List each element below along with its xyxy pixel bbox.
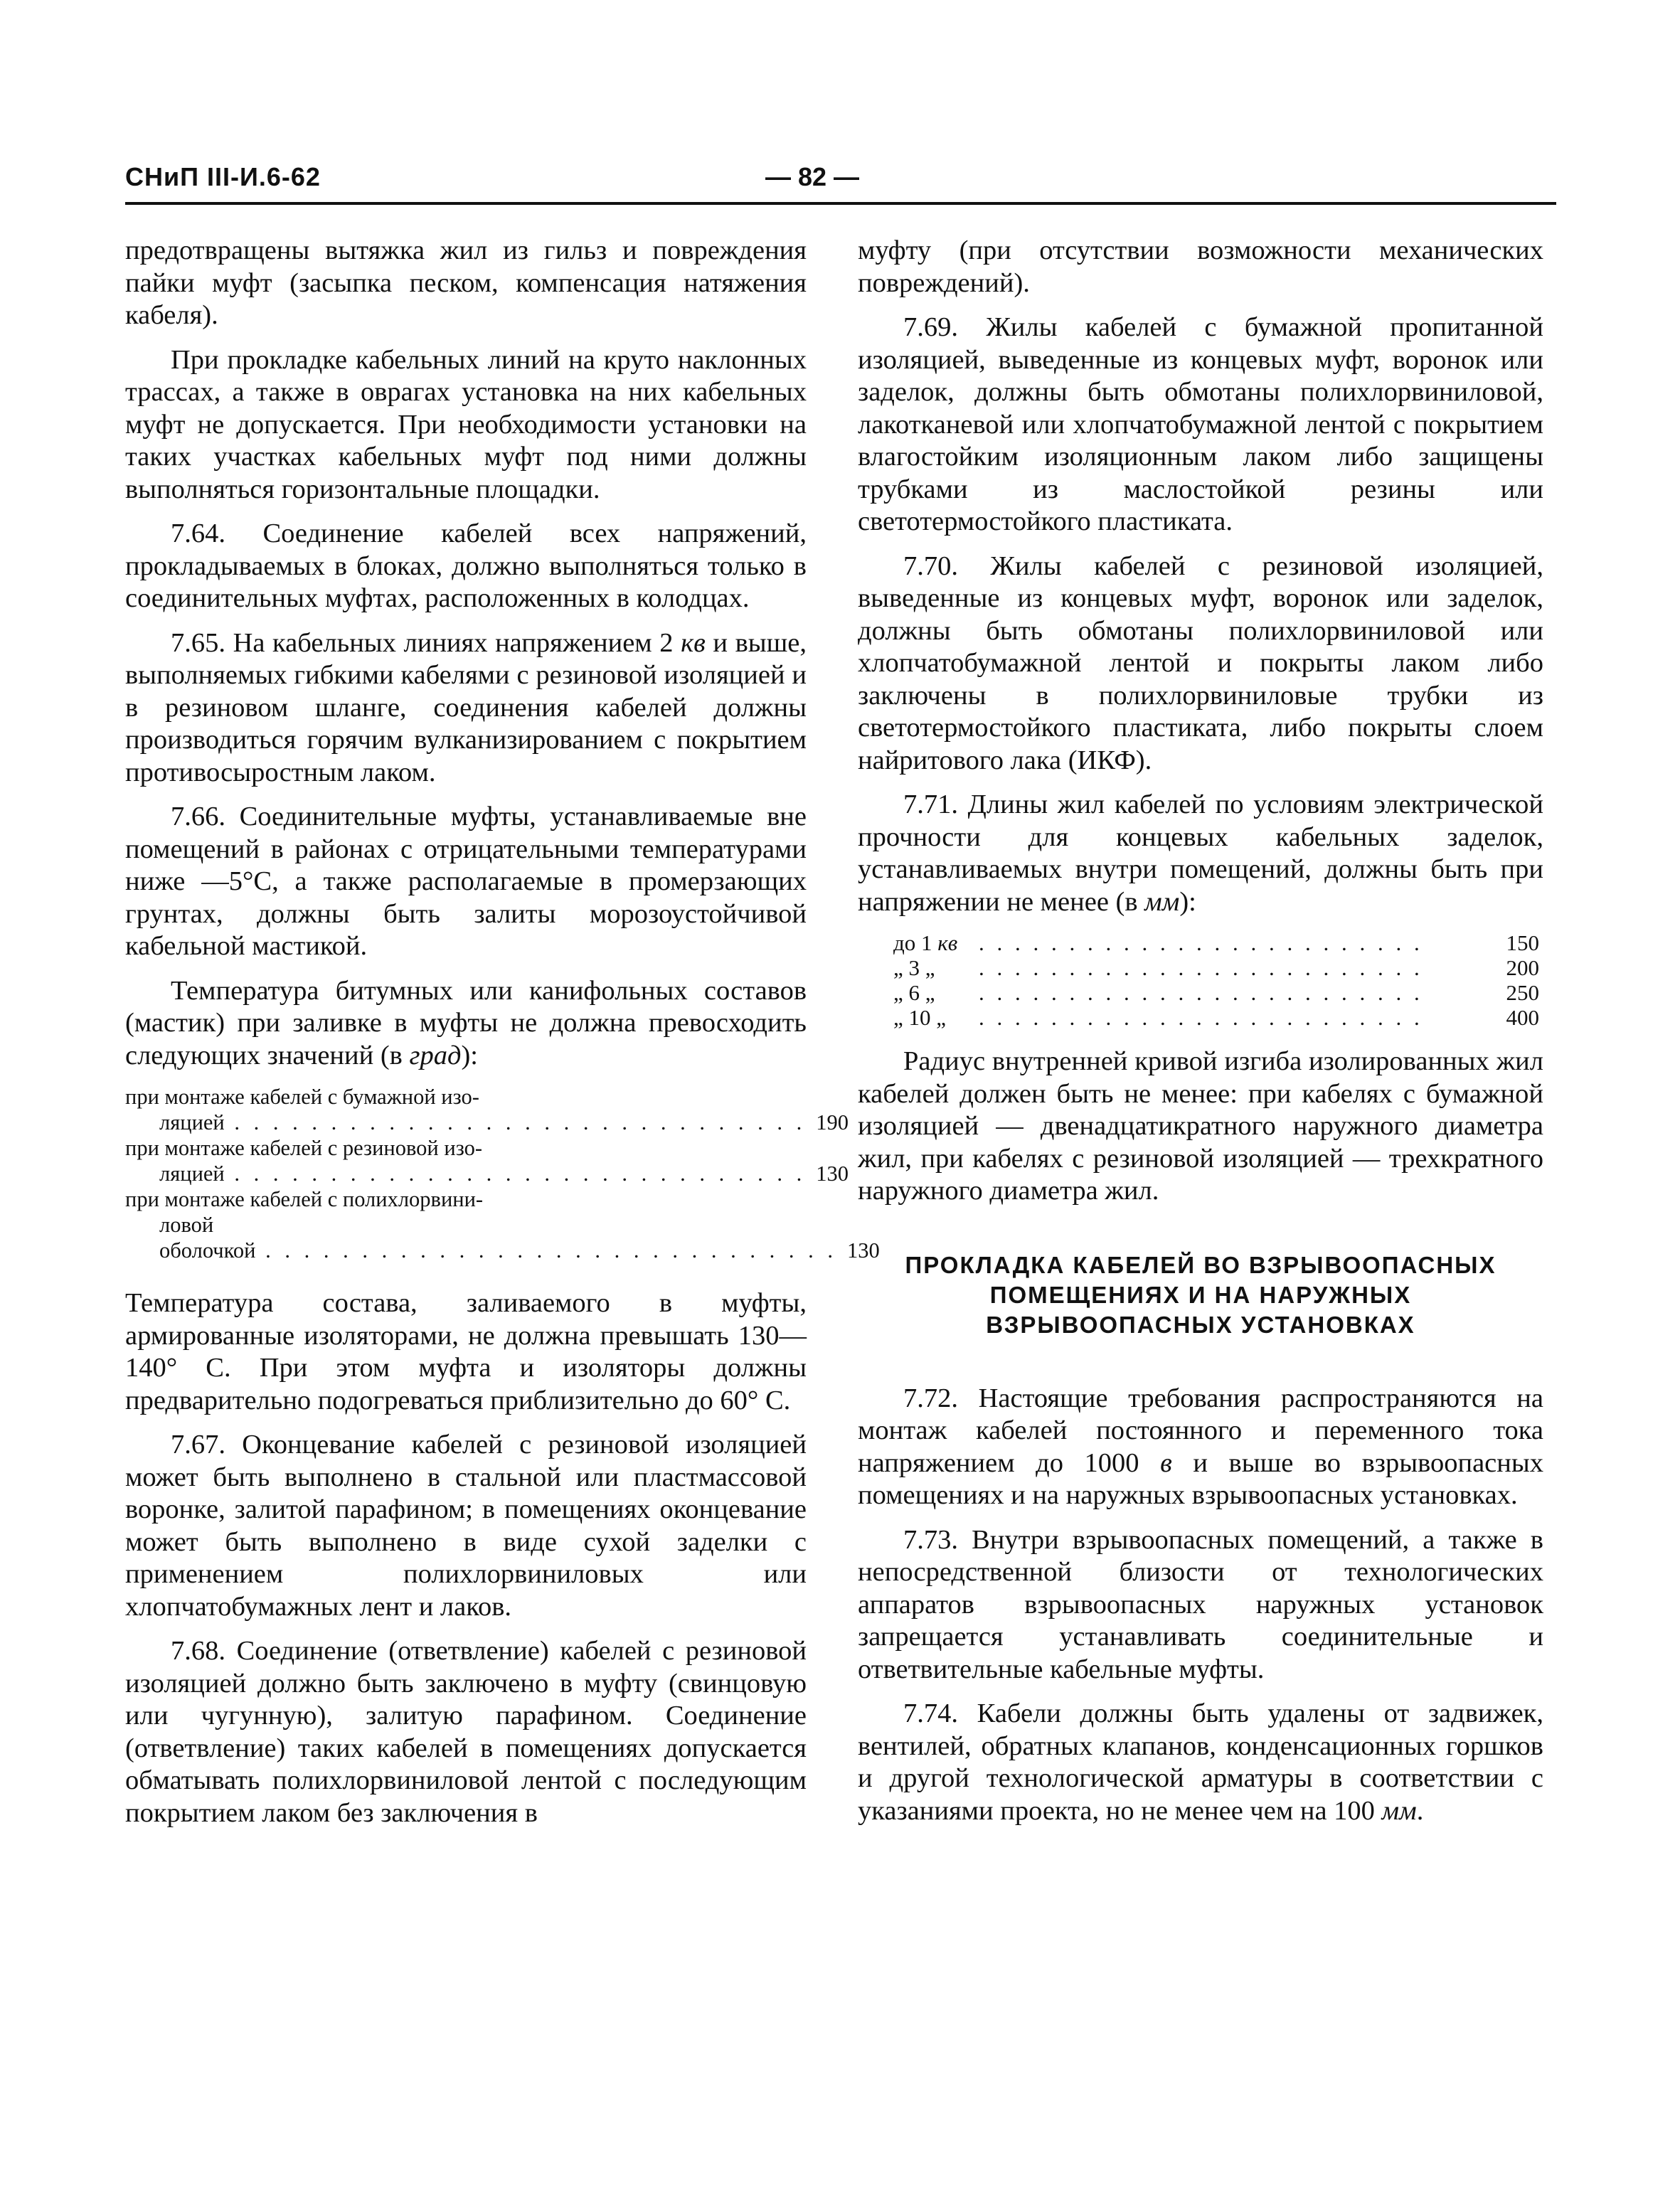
list-value: 200 [1506, 955, 1539, 980]
clause-7-72: 7.72. Настоящие требования распространяются на монтаж кабелей постоянного и переменного тока напряжением до 1000 в и выше во взрывоопасных помещениях и на наружных взрывоопасных установках. [858, 1383, 1543, 1510]
header-rule [125, 202, 1556, 205]
list-item: до 1 кв . . . . . . . . . . . . . . . . . . . . . . . . . 150 [893, 930, 1543, 955]
paragraph: Температура битумных или канифольных составов (мастик) при заливке в муфты не должна превосходить следующих значений (в град): [125, 975, 807, 1070]
clause-number: 7.69. [903, 312, 958, 342]
list-item: „ 10 „ . . . . . . . . . . . . . . . . . . . . . . . . . 400 [893, 1005, 1543, 1030]
clause-7-64: 7.64. Соединение кабелей всех напряжений, прокладываемых в блоках, должно выполняться только в соединительных муфтах, расположенных в колодцах. [125, 519, 807, 613]
list-item: „ 3 „ . . . . . . . . . . . . . . . . . . . . . . . . . 200 [893, 955, 1543, 980]
page-header [125, 158, 1548, 202]
clause-7-65: 7.65. На кабельных линиях напряжением 2 кв и выше, выполняемых гибкими кабелями с резиновой изоляцией и в резиновом шланге, соединения кабелей должны производиться горячим вулканизированием с покрытием противосыростным лаком. [125, 627, 807, 787]
clause-number: 7.67. [171, 1430, 225, 1460]
list-value: 400 [1506, 1005, 1539, 1030]
clause-7-70: 7.70. Жилы кабелей с резиновой изоляцией, выведенные из концевых муфт, воронок или заделок, должны быть обмотаны полихлорвиниловой или хлопчатобумажной лентой и покрыты лаком либо заключены в полихлорвиниловые трубки из светотермостойкого пластиката, либо покрыты слоем найритового лака (ИКФ). [858, 551, 1543, 775]
clause-7-73: 7.73. Внутри взрывоопасных помещений, а также в непосредственной близости от технологических аппаратов взрывоопасных наружных установок запрещается устанавливать соединительные и ответвительные кабельные муфты. [858, 1524, 1543, 1684]
clause-7-67: 7.67. Оконцевание кабелей с резиновой изоляцией может быть выполнено в стальной или пластмассовой воронке, залитой парафином; в помещениях оконцевание может быть выполнено в виде сухой заделки с применением полихлорвиниловых или хлопчатобумажных лент и лаков. [125, 1430, 807, 1622]
clause-number: 7.65. [171, 627, 225, 658]
clause-7-74: 7.74. Кабели должны быть удалены от задвижек, вентилей, обратных клапанов, конденсационных горшков и другой технологической арматуры в соответствии с указаниями проекта, но не менее чем на 100 мм. [858, 1698, 1543, 1826]
list-item: при монтаже кабелей с бумажной изо- ляцией . . . . . . . . . . . . . . . . . . . . . . . . . . . . . . 190 [125, 1085, 849, 1134]
clause-number: 7.72. [903, 1383, 958, 1413]
list-value: 190 [816, 1110, 849, 1134]
clause-number: 7.68. [171, 1636, 225, 1666]
list-value: 250 [1506, 980, 1539, 1005]
list-item: „ 6 „ . . . . . . . . . . . . . . . . . . . . . . . . . 250 [893, 980, 1543, 1005]
left-column [125, 235, 880, 1841]
list-value: 130 [846, 1238, 880, 1262]
page-number: — 82 — [765, 162, 860, 191]
temperature-list [125, 1084, 880, 1263]
right-column [858, 235, 1543, 1839]
clause-number: 7.64. [171, 519, 225, 548]
clause-7-69: 7.69. Жилы кабелей с бумажной пропитанной изоляцией, выведенные из концевых муфт, воронок или заделок, должны быть обмотаны полихлорвиниловой, лакотканевой или хлопчатобумажной лентой с покрытием влагостойким изоляционным лаком либо защищены трубками из маслостойкой резины или светотермостойкого пластиката. [858, 312, 1543, 536]
paragraph: Радиус внутренней кривой изгиба изолированных жил кабелей должен быть не менее: при кабелях с бумажной изоляцией — двенадцатикратного наружного диаметра жил, при кабелях с резиновой изоляцией — трехкратного наружного диаметра жил. [858, 1046, 1543, 1206]
list-item: при монтаже кабелей с резиновой изо- ляцией . . . . . . . . . . . . . . . . . . . . . . . . . . . . . . 130 [125, 1136, 849, 1186]
list-item: при монтаже кабелей с полихлорвини- ловой оболочкой . . . . . . . . . . . . . . . . . . . . . . . . . . . . . . 130 [125, 1187, 880, 1262]
paragraph: муфту (при отсутствии возможности механических повреждений). [858, 235, 1543, 298]
document-code: СНиП III-И.6-62 [125, 162, 321, 191]
clause-7-66: 7.66. Соединительные муфты, устанавливаемые вне помещений в районах с отрицательными температурами ниже —5°С, а также располагаемые в промерзающих грунтах, должны быть залиты морозоустойчивой кабельной мастикой. [125, 802, 807, 961]
paragraph: Температура состава, заливаемого в муфты, армированные изоляторами, не должна превышать 130—140° С. При этом муфта и изоляторы должны предварительно подогреваться приблизительно до 60° С. [125, 1288, 807, 1415]
clause-number: 7.71. [903, 790, 958, 819]
clause-number: 7.73. [903, 1524, 958, 1555]
clause-number: 7.74. [903, 1698, 958, 1728]
section-heading: ПРОКЛАДКА КАБЕЛЕЙ ВО ВЗРЫВООПАСНЫХ ПОМЕЩЕНИЯХ И НА НАРУЖНЫХ ВЗРЫВООПАСНЫХ УСТАНОВКАХ [905, 1251, 1496, 1338]
clause-7-71: 7.71. Длины жил кабелей по условиям электрической прочности для концевых кабельных заделок, устанавливаемых внутри помещений, должны быть при напряжении не менее (в мм): [858, 790, 1543, 917]
clause-7-68: 7.68. Соединение (ответвление) кабелей с резиновой изоляцией должно быть заключено в муфту (свинцовую или чугунную), залитую парафином. Соединение (ответвление) таких кабелей в помещениях допускается обматывать полихлорвиниловой лентой с последующим покрытием лаком без заключения в [125, 1636, 807, 1828]
length-list [858, 930, 1543, 1030]
clause-number: 7.66. [171, 802, 225, 831]
paragraph: При прокладке кабельных линий на круто наклонных трассах, а также в оврагах установка на них кабельных муфт не допускается. При необходимости установки на таких участках кабельных муфт под ними должны выполняться горизонтальные площадки. [125, 344, 807, 504]
clause-number: 7.70. [903, 551, 958, 581]
list-value: 130 [816, 1161, 849, 1186]
list-value: 150 [1506, 930, 1539, 955]
paragraph: предотвращены вытяжка жил из гильз и повреждения пайки муфт (засыпка песком, компенсация натяжения кабеля). [125, 235, 807, 330]
